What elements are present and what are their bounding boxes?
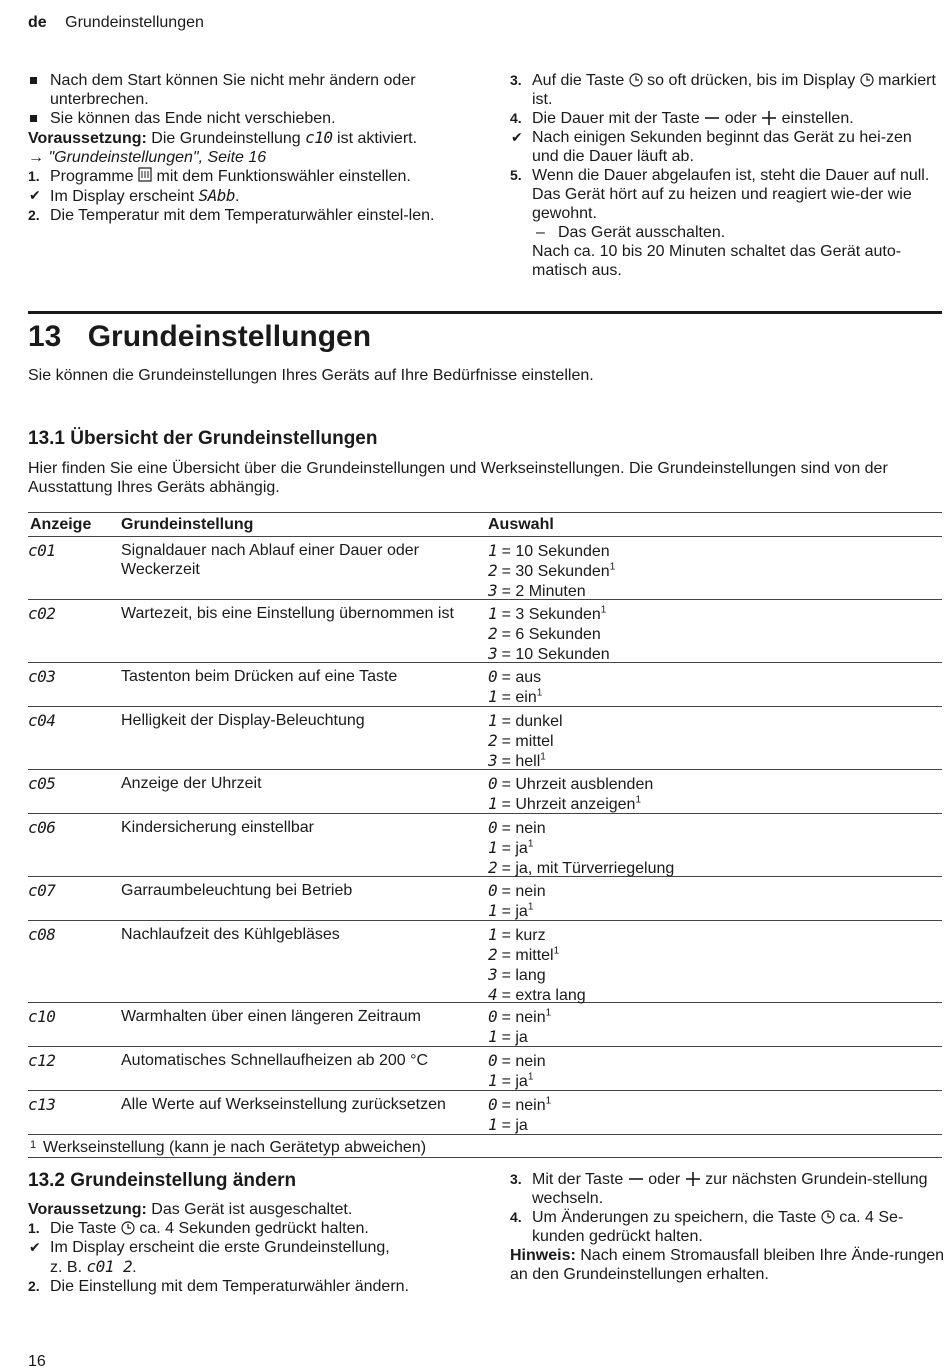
equals-sign: = [497, 713, 516, 730]
prerequisite [28, 1200, 468, 1219]
dash-item [510, 223, 940, 242]
table-row [28, 1003, 942, 1047]
option-item [488, 561, 615, 581]
option-value: 1 [488, 901, 498, 920]
step-text: oder [724, 110, 757, 127]
option-value: 2 [488, 858, 498, 877]
top-left-column [28, 71, 458, 225]
table-row [28, 600, 942, 663]
clock-icon [821, 1210, 835, 1224]
equals-sign: = [497, 1097, 516, 1114]
note-text: Nach einem Stromausfall bleiben Ihre Ände-rungen an den Grundeinstellungen erhalten. [510, 1247, 945, 1283]
table-row [28, 921, 942, 1003]
step-text: Auf die Taste [532, 72, 625, 89]
step-text: markiert ist. [532, 72, 936, 108]
equals-sign: = [497, 903, 516, 920]
factory-default-mark: 1 [540, 751, 546, 763]
table-row [28, 1047, 942, 1091]
option-list [488, 1095, 551, 1135]
bullet-item [28, 109, 458, 128]
table-row [28, 537, 942, 600]
option-label: 10 Sekunden [515, 646, 610, 663]
option-value: 1 [488, 838, 498, 857]
step-text: Um Änderungen zu speichern, die Taste [532, 1209, 817, 1226]
result-text: . [235, 188, 240, 205]
display-code: c06 [28, 818, 56, 837]
display-code: c10 [305, 128, 333, 147]
equals-sign: = [497, 883, 516, 900]
step-number: 4. [510, 1209, 522, 1225]
display-code: c13 [28, 1095, 56, 1114]
equals-sign: = [497, 927, 516, 944]
section-title: 13.1 Übersicht der Grundeinstellungen [28, 428, 378, 449]
step-text: zur nächsten Grundein-stellung wechseln. [532, 1171, 928, 1207]
note-label: Hinweis: [510, 1247, 576, 1264]
option-label: 10 Sekunden [515, 543, 610, 560]
equals-sign: = [497, 1073, 516, 1090]
equals-sign: = [497, 987, 516, 1004]
step-item [510, 1170, 944, 1208]
setting-description: Signaldauer nach Ablauf einer Dauer oder Weckerzeit [121, 542, 419, 578]
option-item [488, 711, 563, 731]
result-text: Nach einigen Sekunden beginnt das Gerät zu hei-zen und die Dauer läuft ab. [532, 129, 912, 165]
option-label: nein [515, 1097, 546, 1114]
table-footnote [28, 1135, 942, 1158]
factory-default-mark: 1 [635, 794, 642, 806]
option-label: aus [515, 669, 542, 686]
step-item [28, 1277, 468, 1296]
table-row [28, 1091, 942, 1135]
equals-sign: = [497, 796, 516, 813]
setting-description: Kindersicherung einstellbar [121, 819, 314, 836]
option-label: kurz [515, 927, 546, 944]
step-item [510, 166, 940, 223]
option-item [488, 945, 586, 965]
option-item [488, 604, 610, 624]
page-header [28, 13, 204, 32]
option-item [488, 624, 610, 644]
option-label: Uhrzeit anzeigen [515, 796, 636, 813]
display-code: c04 [28, 711, 56, 730]
option-value: 0 [488, 881, 498, 900]
option-value: 2 [488, 624, 498, 643]
result-text: Im Display erscheint [50, 188, 195, 205]
option-value: 2 [488, 561, 498, 580]
display-code: c10 [28, 1007, 56, 1026]
setting-description: Tastenton beim Drücken auf eine Taste [121, 668, 398, 685]
dash-icon: – [536, 224, 545, 241]
chapter-number: 13 [28, 320, 62, 353]
option-value: 1 [488, 711, 498, 730]
option-value: 3 [488, 581, 498, 600]
equals-sign: = [497, 860, 516, 877]
option-label: nein [515, 1053, 546, 1070]
factory-default-mark: 1 [545, 1007, 552, 1019]
step-text: Wenn die Dauer abgelaufen ist, steht die Dauer auf null. Das Gerät hört auf zu heizen und reagiert wie-der wie gewohnt. [532, 167, 930, 222]
option-label: 6 Sekunden [515, 626, 601, 643]
option-item [488, 581, 615, 601]
factory-default-mark: 1 [600, 604, 607, 616]
option-label: nein [515, 1009, 546, 1026]
option-label: 30 Sekunden [515, 563, 610, 580]
setting-description: Alle Werte auf Werkseinstellung zurücksetzen [121, 1096, 446, 1113]
step-item [28, 167, 458, 186]
checkmark-icon: ✔ [511, 129, 523, 145]
equals-sign: = [497, 840, 516, 857]
step-text: Die Dauer mit der Taste [532, 110, 700, 127]
step-text: ca. 4 Sekunden gedrückt halten. [139, 1220, 369, 1237]
minus-icon [704, 111, 720, 125]
display-code: c01 2 [86, 1257, 133, 1276]
display-code: c07 [28, 881, 56, 900]
square-bullet-icon [30, 77, 37, 84]
bullet-text: Sie können das Ende nicht verschieben. [50, 110, 336, 127]
factory-default-mark: 1 [536, 687, 543, 699]
option-label: ja [515, 840, 528, 857]
factory-default-mark: 1 [527, 901, 534, 913]
option-list [488, 711, 563, 771]
option-list [488, 541, 615, 601]
option-label: ja [515, 1029, 528, 1046]
column-header: Grundeinstellung [121, 516, 254, 533]
equals-sign: = [497, 1009, 516, 1026]
step-text: ca. 4 Se-kunden gedrückt halten. [532, 1209, 904, 1245]
column-header: Auswahl [488, 516, 554, 533]
option-label: Uhrzeit ausblenden [515, 776, 654, 793]
step-number: 1. [28, 1220, 40, 1236]
option-list [488, 818, 674, 878]
option-value: 0 [488, 667, 498, 686]
equals-sign: = [497, 626, 516, 643]
table-header [28, 512, 942, 537]
clock-icon [121, 1221, 135, 1235]
result-text: z. B. [50, 1259, 83, 1276]
table-row [28, 770, 942, 814]
option-item [488, 925, 586, 945]
equals-sign: = [497, 669, 516, 686]
option-value: 2 [488, 731, 498, 750]
prereq-label: Voraussetzung: [28, 1201, 147, 1218]
note [510, 1246, 944, 1284]
option-list [488, 774, 653, 814]
equals-sign: = [497, 563, 516, 580]
equals-sign: = [497, 776, 516, 793]
step-text: Mit der Taste [532, 1171, 624, 1188]
display-code: SAbb [198, 186, 236, 205]
chapter-intro: Sie können die Grundeinstellungen Ihres Geräts auf Ihre Bedürfnisse einstellen. [28, 367, 594, 384]
option-value: 4 [488, 985, 498, 1004]
section-title: 13.2 Grundeinstellung ändern [28, 1170, 297, 1191]
display-code: c12 [28, 1051, 56, 1070]
option-item [488, 751, 563, 771]
checkmark-icon: ✔ [29, 187, 41, 203]
result-text: . [132, 1259, 137, 1276]
option-value: 0 [488, 818, 498, 837]
chapter-title [28, 320, 371, 354]
setting-description: Anzeige der Uhrzeit [121, 775, 262, 792]
step-number: 5. [510, 167, 522, 183]
step-number: 1. [28, 168, 40, 184]
sec132-left [28, 1170, 468, 1296]
option-value: 3 [488, 965, 498, 984]
dash-text: Das Gerät ausschalten. [558, 224, 726, 241]
option-item [488, 1115, 551, 1135]
display-code: c03 [28, 667, 56, 686]
programme-icon [138, 167, 152, 183]
prereq-text: Die Grundeinstellung [151, 130, 301, 147]
step-item [28, 1219, 468, 1238]
step-item [510, 1208, 944, 1246]
step-item [28, 206, 458, 225]
option-item [488, 667, 542, 687]
option-value: 0 [488, 1051, 498, 1070]
step-text: Programme [50, 168, 134, 185]
table-row [28, 814, 942, 877]
equals-sign: = [497, 646, 516, 663]
step-number: 4. [510, 110, 522, 126]
step-number: 2. [28, 1278, 40, 1294]
option-value: 1 [488, 1027, 498, 1046]
minus-icon [628, 1172, 644, 1186]
option-item [488, 881, 546, 901]
settings-table [28, 512, 942, 1158]
equals-sign: = [497, 753, 516, 770]
result-item [28, 1238, 468, 1277]
equals-sign: = [497, 1029, 516, 1046]
option-list [488, 1007, 551, 1047]
equals-sign: = [497, 967, 516, 984]
step-number: 3. [510, 72, 522, 88]
option-value: 1 [488, 1115, 498, 1134]
option-value: 1 [488, 541, 498, 560]
equals-sign: = [497, 689, 516, 706]
option-value: 1 [488, 687, 498, 706]
footnote-text: Werkseinstellung (kann je nach Gerätetyp abweichen) [43, 1139, 427, 1156]
option-item [488, 1007, 551, 1027]
step-number: 2. [28, 207, 40, 223]
chapter-rule [28, 311, 942, 314]
factory-default-mark: 1 [553, 945, 560, 957]
equals-sign: = [497, 606, 516, 623]
plus-icon [761, 111, 777, 125]
option-item [488, 1095, 551, 1115]
option-item [488, 838, 674, 858]
clock-icon [860, 73, 874, 87]
equals-sign: = [497, 583, 516, 600]
column-header: Anzeige [30, 516, 92, 533]
step-text: Die Temperatur mit dem Temperaturwähler einstel-len. [50, 207, 435, 224]
prereq-text: ist aktiviert. [337, 130, 418, 147]
factory-default-mark: 1 [527, 1071, 534, 1083]
step-item [510, 109, 940, 128]
result-item [28, 186, 458, 206]
display-code: c01 [28, 541, 56, 560]
factory-default-mark: 1 [609, 561, 616, 573]
option-item [488, 1051, 546, 1071]
option-item [488, 901, 546, 921]
option-item [488, 965, 586, 985]
option-list [488, 881, 546, 921]
option-value: 1 [488, 604, 498, 623]
setting-description: Garraumbeleuchtung bei Betrieb [121, 882, 353, 899]
bullet-item [28, 71, 458, 109]
prereq-label: Voraussetzung: [28, 130, 147, 147]
display-code: c05 [28, 774, 56, 793]
option-value: 1 [488, 1071, 498, 1090]
step-text: oder [648, 1171, 681, 1188]
option-label: ja [515, 1073, 528, 1090]
section-intro: Hier finden Sie eine Übersicht über die Grundeinstellungen und Werkseinstellungen. Die Grundeinstellungen sind von der Ausstattung Ihres Geräts abhängig. [28, 460, 888, 496]
option-label: extra lang [515, 987, 586, 1004]
option-label: mittel [515, 733, 554, 750]
display-code: c02 [28, 604, 56, 623]
option-value: 0 [488, 774, 498, 793]
option-item [488, 541, 615, 561]
page-number: 16 [28, 1353, 46, 1370]
footnote-mark: 1 [30, 1139, 37, 1151]
header-lang: de [28, 14, 47, 31]
option-label: dunkel [515, 713, 563, 730]
option-item [488, 774, 653, 794]
option-value: 3 [488, 644, 498, 663]
option-item [488, 731, 563, 751]
option-item [488, 1071, 546, 1091]
top-right-column [510, 71, 940, 280]
equals-sign: = [497, 1117, 516, 1134]
step-text: mit dem Funktionswähler einstellen. [156, 168, 411, 185]
result-item [510, 128, 940, 166]
table-body [28, 537, 942, 1135]
cross-reference-link[interactable]: → "Grundeinstellungen", Seite 16 [28, 149, 267, 166]
step-text: Die Einstellung mit dem Temperaturwähler ändern. [50, 1278, 409, 1295]
factory-default-mark: 1 [527, 838, 534, 850]
option-label: mittel [515, 947, 554, 964]
option-item [488, 687, 542, 707]
step-text: einstellen. [781, 110, 854, 127]
option-label: hell [515, 753, 541, 770]
option-value: 2 [488, 945, 498, 964]
equals-sign: = [497, 947, 516, 964]
table-row [28, 707, 942, 770]
option-value: 3 [488, 751, 498, 770]
option-list [488, 667, 542, 707]
prereq-text: Das Gerät ist ausgeschaltet. [151, 1201, 353, 1218]
setting-description: Helligkeit der Display-Beleuchtung [121, 712, 365, 729]
bullet-text: Nach dem Start können Sie nicht mehr ändern oder unterbrechen. [50, 72, 416, 108]
setting-description: Wartezeit, bis eine Einstellung übernommen ist [121, 605, 454, 622]
option-label: nein [515, 820, 546, 837]
equals-sign: = [497, 733, 516, 750]
display-code: c08 [28, 925, 56, 944]
option-item [488, 1027, 551, 1047]
setting-description: Automatisches Schnellaufheizen ab 200 °C [121, 1052, 429, 1069]
option-list [488, 925, 586, 1005]
option-value: 1 [488, 794, 498, 813]
option-label: ja [515, 903, 528, 920]
setting-description: Nachlaufzeit des Kühlgebläses [121, 926, 340, 943]
equals-sign: = [497, 543, 516, 560]
square-bullet-icon [30, 115, 37, 122]
option-label: ein [515, 689, 537, 706]
option-value: 0 [488, 1095, 498, 1114]
option-label: ja [515, 1117, 528, 1134]
option-label: nein [515, 883, 546, 900]
option-label: 2 Minuten [515, 583, 586, 600]
clock-icon [629, 73, 643, 87]
option-list [488, 1051, 546, 1091]
option-item [488, 985, 586, 1005]
option-value: 1 [488, 925, 498, 944]
equals-sign: = [497, 820, 516, 837]
step-number: 3. [510, 1171, 522, 1187]
option-item [488, 818, 674, 838]
option-label: ja, mit Türverriegelung [515, 860, 675, 877]
table-row [28, 663, 942, 707]
plus-icon [685, 1172, 701, 1186]
table-row [28, 877, 942, 921]
option-label: lang [515, 967, 546, 984]
option-list [488, 604, 610, 664]
chapter-title-text: Grundeinstellungen [87, 320, 372, 353]
option-item [488, 794, 653, 814]
option-value: 0 [488, 1007, 498, 1026]
factory-default-mark: 1 [545, 1095, 552, 1107]
sec132-right [510, 1170, 944, 1284]
option-label: 3 Sekunden [515, 606, 601, 623]
prerequisite [28, 128, 458, 148]
step-text: so oft drücken, bis im Display [647, 72, 856, 89]
step-text: Die Taste [50, 1220, 117, 1237]
step-item [510, 71, 940, 109]
result-text: Im Display erscheint die erste Grundeinstellung, [50, 1239, 390, 1256]
option-item [488, 644, 610, 664]
checkmark-icon: ✔ [29, 1239, 41, 1255]
option-item [488, 858, 674, 878]
setting-description: Warmhalten über einen längeren Zeitraum [121, 1008, 422, 1025]
header-section: Grundeinstellungen [65, 14, 204, 31]
after-text: Nach ca. 10 bis 20 Minuten schaltet das Gerät auto-matisch aus. [532, 243, 902, 279]
equals-sign: = [497, 1053, 516, 1070]
